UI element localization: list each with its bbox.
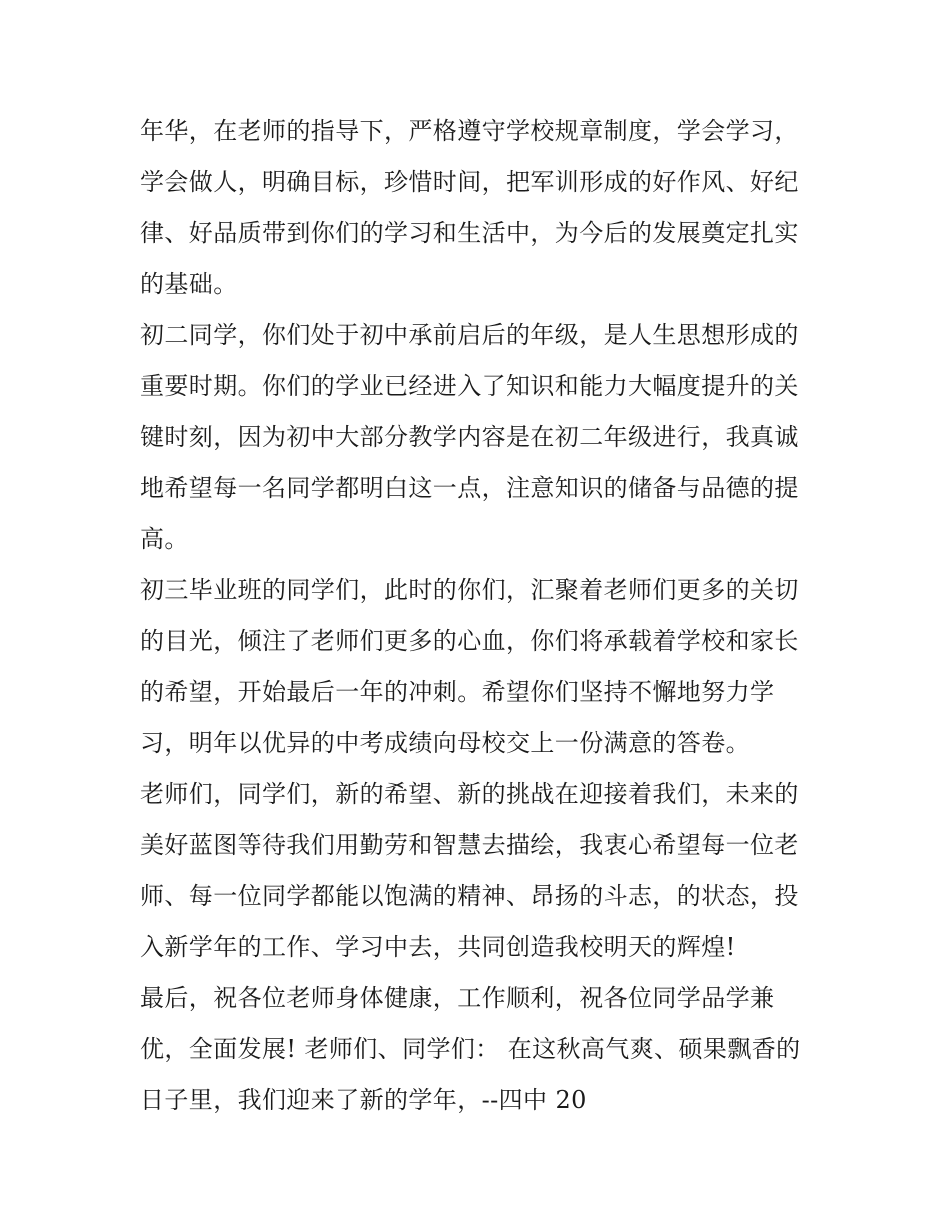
text-line: 的希望，开始最后一年的冲刺。希望你们坚持不懈地努力学	[140, 678, 775, 706]
text-line: 的基础。	[140, 270, 238, 298]
text-line: 地希望每一名同学都明白这一点，注意知识的储备与品德的提	[140, 474, 799, 502]
text-line: 初三毕业班的同学们，此时的你们，汇聚着老师们更多的关切	[140, 576, 799, 604]
document-body	[140, 106, 820, 1126]
text-line: 优，全面发展! 老师们、同学们： 在这秋高气爽、硕果飘香的	[140, 1035, 801, 1063]
text-line: 日子里，我们迎来了新的学年，--四中 20	[140, 1086, 587, 1114]
text-line: 老师们，同学们，新的希望、新的挑战在迎接着我们，未来的	[140, 780, 799, 808]
text-line: 入新学年的工作、学习中去，共同创造我校明天的辉煌!	[140, 933, 736, 961]
text-line: 键时刻，因为初中大部分教学内容是在初二年级进行，我真诚	[140, 423, 799, 451]
text-line: 的目光，倾注了老师们更多的心血，你们将承载着学校和家长	[140, 627, 799, 655]
text-line: 重要时期。你们的学业已经进入了知识和能力大幅度提升的关	[140, 372, 799, 400]
text-line: 高。	[140, 525, 189, 553]
text-line: 最后，祝各位老师身体健康，工作顺利，祝各位同学品学兼	[140, 984, 775, 1012]
text-line: 美好蓝图等待我们用勤劳和智慧去描绘，我衷心希望每一位老	[140, 831, 799, 859]
text-line: 年华，在老师的指导下，严格遵守学校规章制度，学会学习，	[140, 117, 799, 145]
text-line: 学会做人，明确目标，珍惜时间，把军训形成的好作风、好纪	[140, 168, 799, 196]
text-line: 初二同学，你们处于初中承前启后的年级，是人生思想形成的	[140, 321, 799, 349]
text-line: 习，明年以优异的中考成绩向母校交上一份满意的答卷。	[140, 729, 750, 757]
text-line: 律、好品质带到你们的学习和生活中，为今后的发展奠定扎实	[140, 219, 799, 247]
text-line: 师、每一位同学都能以饱满的精神、昂扬的斗志，的状态，投	[140, 882, 799, 910]
